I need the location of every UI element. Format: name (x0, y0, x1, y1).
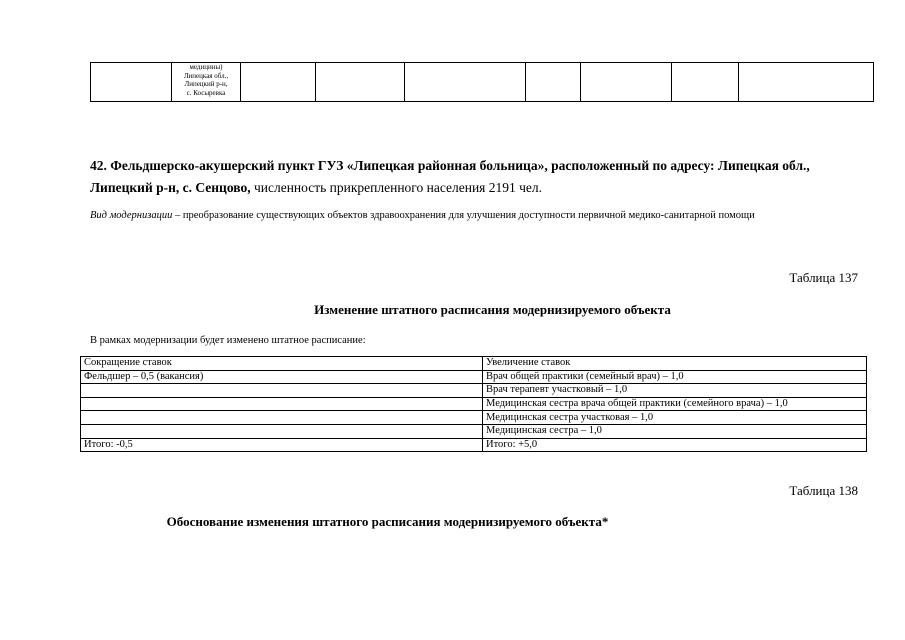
increase-cell: Медицинская сестра – 1,0 (483, 424, 867, 438)
modernization-text: – преобразование существующих объектов здравоохранения для улучшения доступности первичной медико-санитарной помощи (172, 210, 755, 221)
table-cell (316, 63, 405, 102)
table-cell (405, 63, 526, 102)
table-number-137: Таблица 137 (789, 270, 858, 285)
heading-bold: 42. Фельдшерско-акушерский пункт ГУЗ «Липецкая районная больница», расположенный по адресу: Липецкая обл., Липецкий р-н, с. Сенцово, (90, 158, 810, 195)
table-number-138: Таблица 138 (789, 483, 858, 498)
table-row (81, 424, 867, 438)
reduction-cell (81, 424, 483, 438)
table-cell (739, 63, 874, 102)
table-row (81, 370, 867, 384)
table-header-row (81, 357, 867, 371)
total-increase: Итого: +5,0 (483, 438, 867, 452)
total-reduction: Итого: -0,5 (81, 438, 483, 452)
modernization-paragraph (90, 208, 830, 224)
table-cell (672, 63, 739, 102)
table-row (81, 384, 867, 398)
reduction-cell (81, 384, 483, 398)
heading-plain: численность прикрепленного населения 2191 чел. (250, 180, 543, 195)
table-total-row (81, 438, 867, 452)
staff-changes-table (80, 356, 867, 452)
table-cell (241, 63, 316, 102)
table-row (81, 411, 867, 425)
reduction-cell (81, 411, 483, 425)
table-row (81, 397, 867, 411)
table-title-137: Изменение штатного расписания модернизируемого объекта (314, 302, 671, 317)
increase-cell: Медицинская сестра участковая – 1,0 (483, 411, 867, 425)
previous-table-fragment (90, 62, 874, 102)
modernization-label: Вид модернизации (90, 210, 173, 221)
increase-cell: Медицинская сестра врача общей практики (семейного врача) – 1,0 (483, 397, 867, 411)
table-cell (581, 63, 672, 102)
table-cell (526, 63, 581, 102)
cell-line: Липецкая обл., (183, 71, 229, 80)
section-heading (90, 155, 850, 199)
cell-line: Липецкий р-н, (184, 80, 228, 88)
table-intro: В рамках модернизации будет изменено штатное расписание: (90, 335, 366, 346)
cell-line: с. Косыревка (186, 88, 226, 97)
increase-cell: Врач общей практики (семейный врач) – 1,0 (483, 370, 867, 384)
reduction-cell: Фельдшер – 0,5 (вакансия) (81, 370, 483, 384)
header-increase: Увеличение ставок (483, 357, 867, 371)
cell-line: медицины) (189, 63, 223, 71)
table-cell (91, 63, 172, 102)
reduction-cell (81, 397, 483, 411)
table-cell-address (172, 63, 241, 102)
header-reduction: Сокращение ставок (81, 357, 483, 371)
table-title-138: Обоснование изменения штатного расписания модернизируемого объекта* (166, 514, 609, 529)
increase-cell: Врач терапевт участковый – 1,0 (483, 384, 867, 398)
